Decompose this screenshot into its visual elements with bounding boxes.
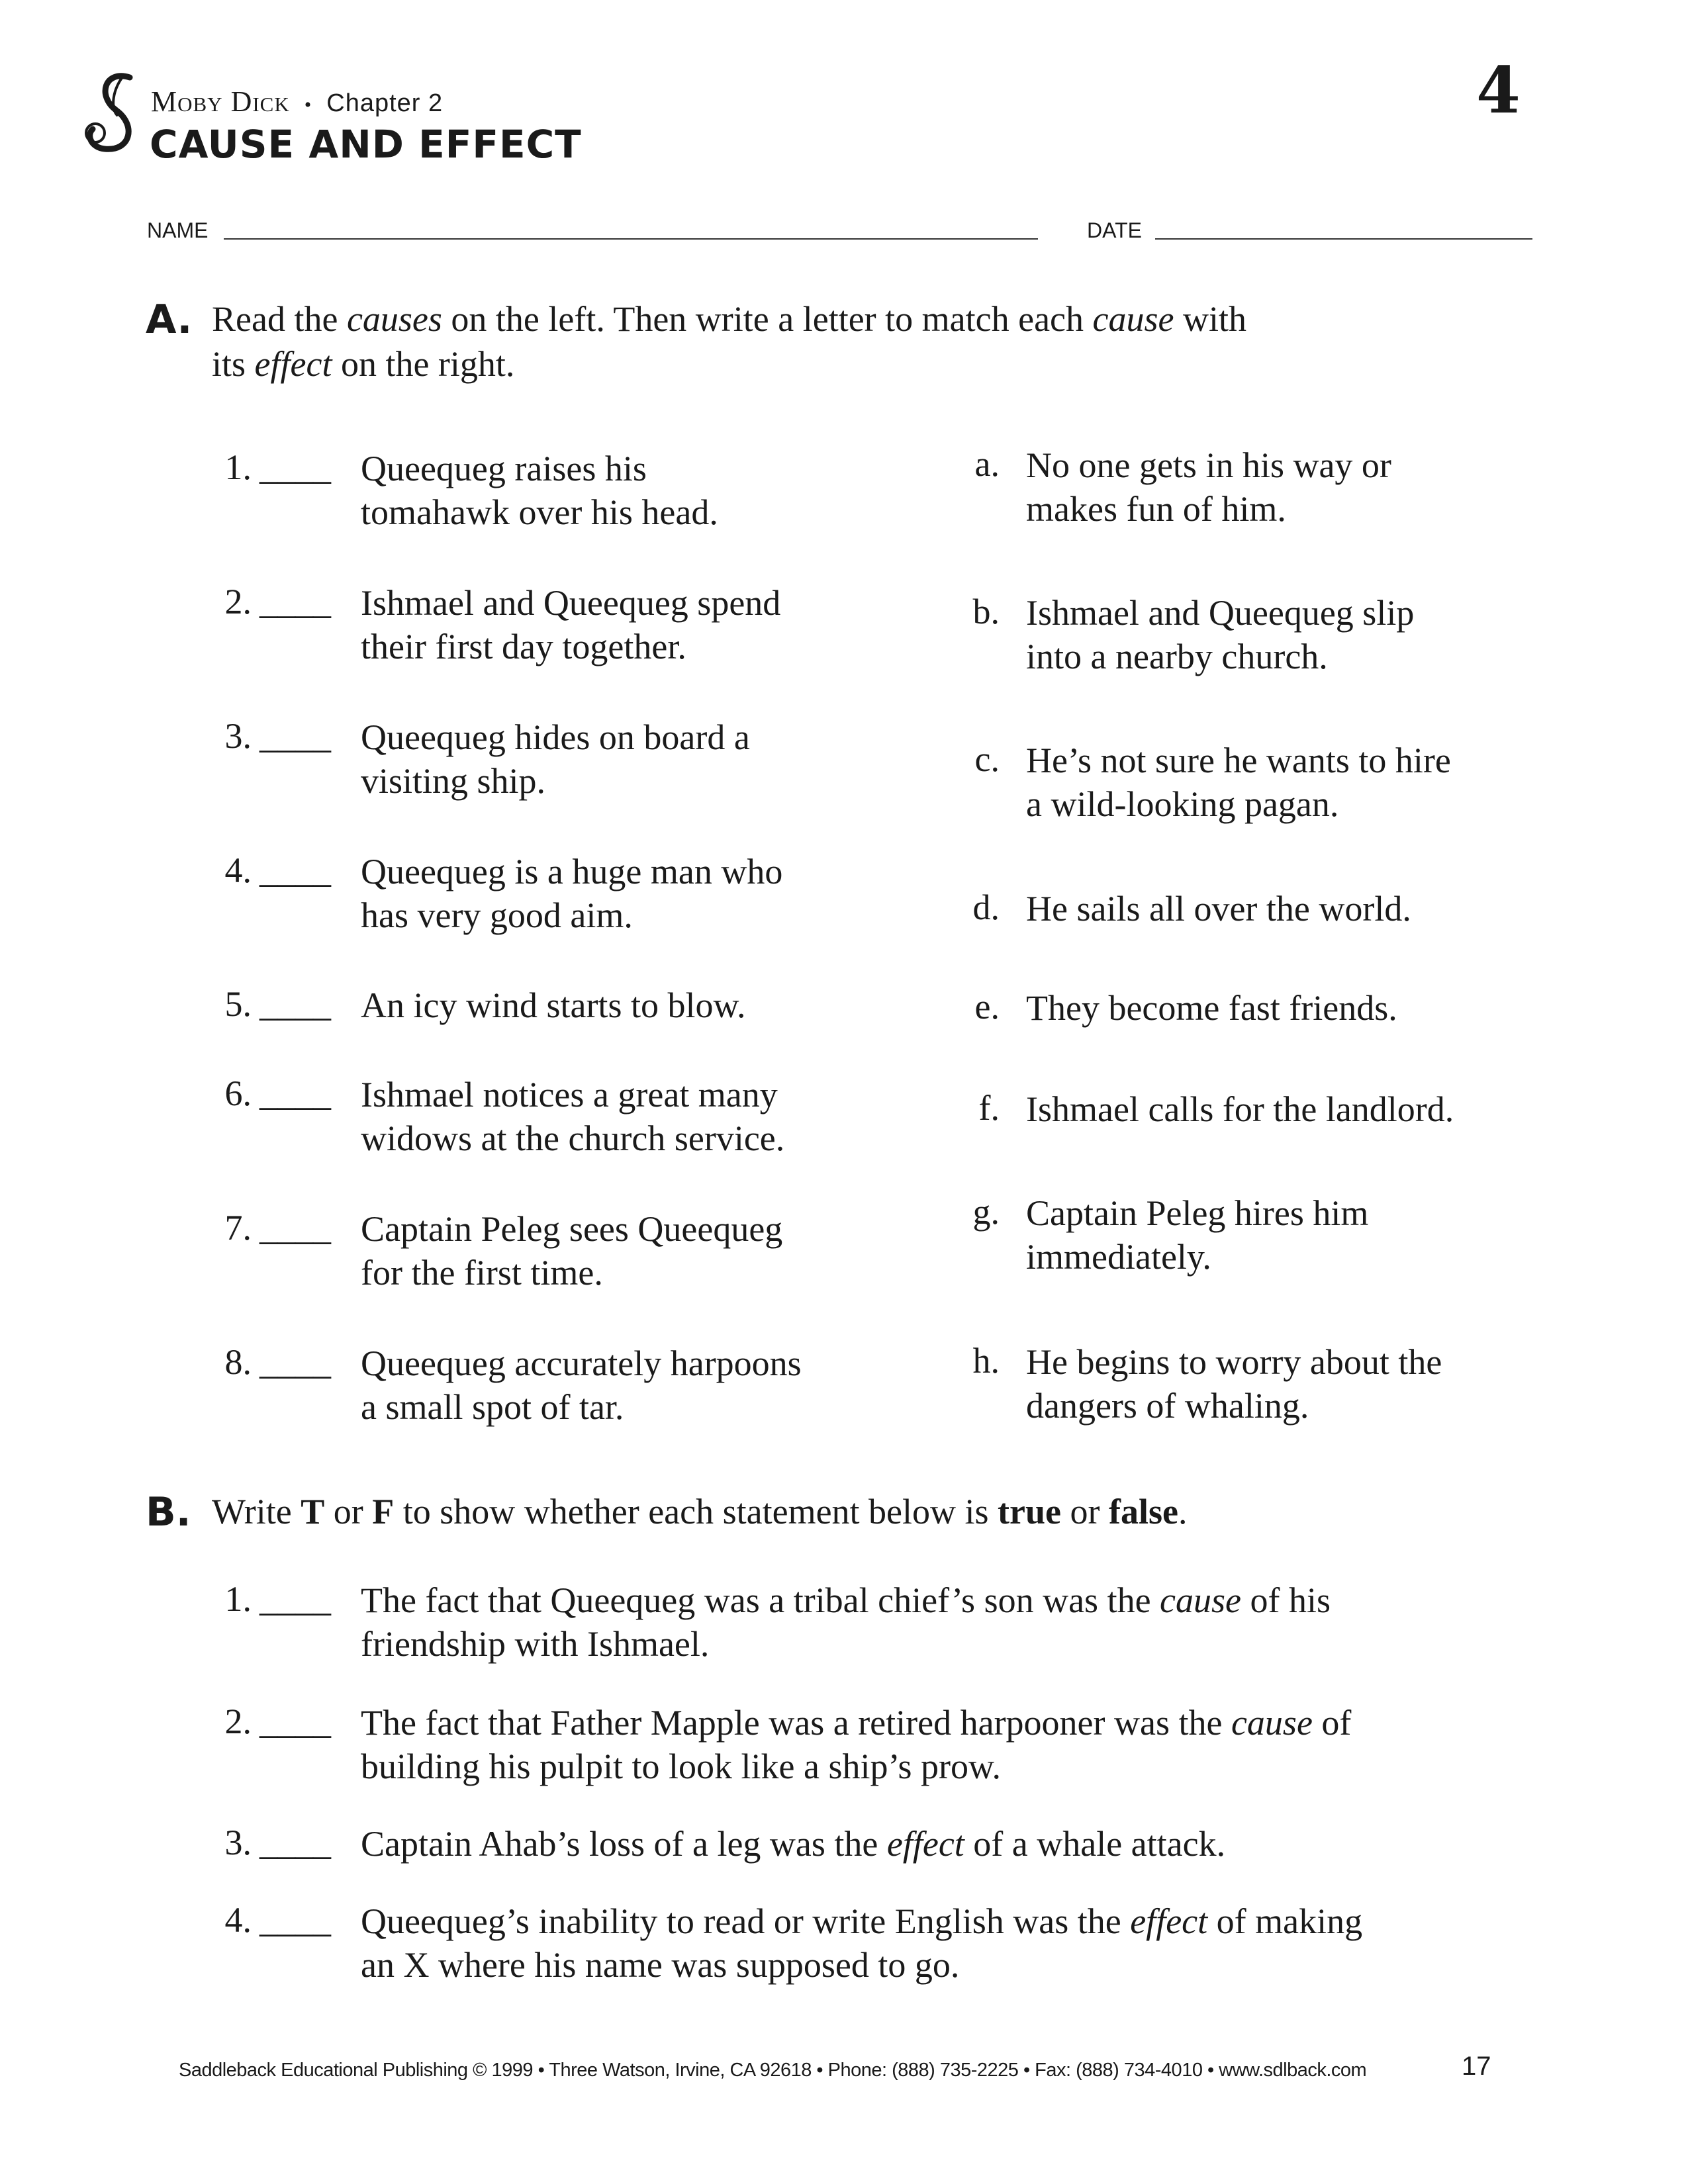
instr-text: its — [212, 344, 255, 384]
cause-answer-blank[interactable]: ____ — [259, 984, 331, 1024]
statement-line: of his — [1241, 1580, 1331, 1620]
effect-text — [1026, 1087, 1454, 1131]
statement-line: of — [1312, 1703, 1352, 1743]
cause-line: Captain Peleg sees Queequeg — [361, 1209, 783, 1249]
sheet-title: CAUSE AND EFFECT — [150, 122, 582, 167]
instr-text: to show whether each statement below is — [394, 1492, 998, 1531]
cause-answer-blank[interactable]: ____ — [259, 582, 331, 621]
cause-text — [361, 850, 782, 937]
statement-emphasis: effect — [1130, 1901, 1208, 1941]
instr-bold: F — [372, 1492, 395, 1531]
effect-line: He begins to worry about the — [1026, 1342, 1442, 1382]
statement-answer-blank[interactable]: ____ — [259, 1579, 331, 1619]
statement-text — [361, 1701, 1552, 1788]
effect-text — [1026, 887, 1411, 931]
worksheet-number: 4 — [1476, 53, 1521, 128]
cause-number: 4. — [224, 850, 252, 890]
statement-line: Queequeg’s inability to read or write English was the — [361, 1901, 1131, 1941]
statement-text — [361, 1578, 1552, 1666]
page-number: 17 — [1462, 2052, 1491, 2081]
cause-text — [361, 983, 745, 1027]
cause-line: Ishmael and Queequeg spend — [361, 583, 781, 623]
cause-line: visiting ship. — [361, 761, 546, 801]
chapter-label: Chapter 2 — [326, 89, 444, 117]
statement-answer-blank[interactable]: ____ — [259, 1823, 331, 1862]
cause-line: a small spot of tar. — [361, 1387, 624, 1427]
effect-text — [1026, 739, 1451, 826]
cause-answer-blank[interactable]: ____ — [259, 850, 331, 890]
cause-text — [361, 581, 780, 668]
statement-line: building his pulpit to look like a ship’s prow. — [361, 1747, 1001, 1786]
effect-text — [1026, 443, 1391, 531]
effect-letter: e. — [974, 987, 1000, 1026]
effect-line: makes fun of him. — [1026, 489, 1286, 529]
statement-emphasis: cause — [1231, 1703, 1313, 1743]
book-title: Moby Dick — [151, 85, 290, 118]
statement-number: 4. — [224, 1900, 252, 1940]
statement-line: The fact that Father Mapple was a retired harpooner was the — [361, 1703, 1231, 1743]
cause-answer-blank[interactable]: ____ — [259, 716, 331, 756]
effect-line: Captain Peleg hires him — [1026, 1193, 1369, 1233]
effect-letter: g. — [972, 1192, 1000, 1232]
cause-line: their first day together. — [361, 627, 686, 666]
effect-letter: f. — [978, 1088, 1000, 1128]
saddleback-logo-icon — [78, 69, 151, 156]
section-a-letter: A. — [146, 296, 193, 343]
publisher-footer: Saddleback Educational Publishing © 1999 • Three Watson, Irvine, CA 92618 • Phone: (888) 735-2225 • Fax: (888) 734-4010 • www.sdlback.com — [179, 2060, 1367, 2081]
effect-line: He sails all over the world. — [1026, 889, 1411, 929]
effect-letter: c. — [974, 739, 1000, 779]
cause-number: 8. — [224, 1342, 252, 1382]
instr-text: on the left. Then write a letter to match each — [442, 299, 1093, 339]
cause-number: 6. — [224, 1073, 252, 1113]
cause-line: Ishmael notices a great many — [361, 1075, 778, 1115]
cause-line: for the first time. — [361, 1253, 603, 1293]
cause-text — [361, 1073, 784, 1160]
statement-line: The fact that Queequeg was a tribal chief’s son was the — [361, 1580, 1160, 1620]
cause-text — [361, 1207, 782, 1295]
instr-emphasis: cause — [1092, 299, 1174, 339]
cause-text — [361, 1342, 802, 1429]
statement-emphasis: effect — [886, 1824, 964, 1864]
name-label: NAME — [147, 218, 209, 242]
statement-emphasis: cause — [1160, 1580, 1241, 1620]
cause-answer-blank[interactable]: ____ — [259, 1208, 331, 1248]
cause-number: 3. — [224, 716, 252, 756]
effect-text — [1026, 1191, 1368, 1279]
instr-bold: T — [301, 1492, 325, 1531]
instr-bold: true — [998, 1492, 1061, 1531]
cause-number: 7. — [224, 1208, 252, 1248]
section-a-instruction — [212, 296, 1536, 387]
effect-text — [1026, 591, 1414, 678]
statement-line: Captain Ahab’s loss of a leg was the — [361, 1824, 887, 1864]
effect-line: into a nearby church. — [1026, 637, 1328, 676]
effect-letter: b. — [972, 592, 1000, 631]
statement-answer-blank[interactable]: ____ — [259, 1702, 331, 1741]
date-field[interactable] — [1155, 238, 1532, 240]
cause-number: 2. — [224, 582, 252, 621]
effect-line: a wild-looking pagan. — [1026, 784, 1339, 824]
cause-answer-blank[interactable]: ____ — [259, 1342, 331, 1382]
effect-line: Ishmael and Queequeg slip — [1026, 593, 1415, 633]
cause-line: tomahawk over his head. — [361, 492, 718, 532]
instr-text: . — [1178, 1492, 1188, 1531]
instr-text: with — [1174, 299, 1246, 339]
instr-text: or — [324, 1492, 373, 1531]
statement-text — [361, 1822, 1552, 1866]
statement-number: 2. — [224, 1702, 252, 1741]
statement-line: of a whale attack. — [964, 1824, 1226, 1864]
effect-letter: d. — [972, 887, 1000, 927]
statement-line: an X where his name was supposed to go. — [361, 1945, 960, 1985]
cause-line: has very good aim. — [361, 895, 633, 935]
statement-line: friendship with Ishmael. — [361, 1624, 710, 1664]
book-chapter-heading — [151, 85, 443, 118]
cause-number: 1. — [224, 447, 252, 487]
effect-letter: a. — [974, 444, 1000, 484]
effect-line: No one gets in his way or — [1026, 445, 1391, 485]
effect-text — [1026, 986, 1397, 1030]
cause-text — [361, 447, 718, 534]
section-b-instruction — [212, 1489, 1536, 1534]
date-label: DATE — [1087, 218, 1142, 242]
instr-text: on the right. — [332, 344, 515, 384]
effect-letter: h. — [972, 1341, 1000, 1381]
effect-line: dangers of whaling. — [1026, 1386, 1309, 1426]
cause-line: An icy wind starts to blow. — [361, 985, 746, 1025]
cause-line: Queequeg accurately harpoons — [361, 1343, 802, 1383]
effect-line: They become fast friends. — [1026, 988, 1397, 1028]
effect-line: immediately. — [1026, 1237, 1211, 1277]
statement-number: 1. — [224, 1579, 252, 1619]
instr-text: Read the — [212, 299, 347, 339]
cause-text — [361, 715, 750, 803]
cause-line: Queequeg hides on board a — [361, 717, 750, 757]
statement-answer-blank[interactable]: ____ — [259, 1900, 331, 1940]
effect-text — [1026, 1340, 1442, 1428]
name-field[interactable] — [224, 238, 1038, 240]
effect-line: He’s not sure he wants to hire — [1026, 741, 1451, 780]
instr-text: Write — [212, 1492, 301, 1531]
effect-line: Ishmael calls for the landlord. — [1026, 1089, 1454, 1129]
instr-emphasis: effect — [254, 344, 332, 384]
title-separator: • — [304, 94, 312, 116]
statement-line: of making — [1207, 1901, 1363, 1941]
cause-answer-blank[interactable]: ____ — [259, 447, 331, 487]
cause-number: 5. — [224, 984, 252, 1024]
instr-emphasis: causes — [346, 299, 442, 339]
cause-line: widows at the church service. — [361, 1118, 785, 1158]
cause-line: Queequeg raises his — [361, 449, 647, 488]
cause-line: Queequeg is a huge man who — [361, 852, 783, 891]
cause-answer-blank[interactable]: ____ — [259, 1073, 331, 1113]
instr-text: or — [1061, 1492, 1109, 1531]
statement-number: 3. — [224, 1823, 252, 1862]
statement-text — [361, 1899, 1552, 1987]
section-b-letter: B. — [146, 1489, 191, 1535]
instr-bold: false — [1108, 1492, 1178, 1531]
